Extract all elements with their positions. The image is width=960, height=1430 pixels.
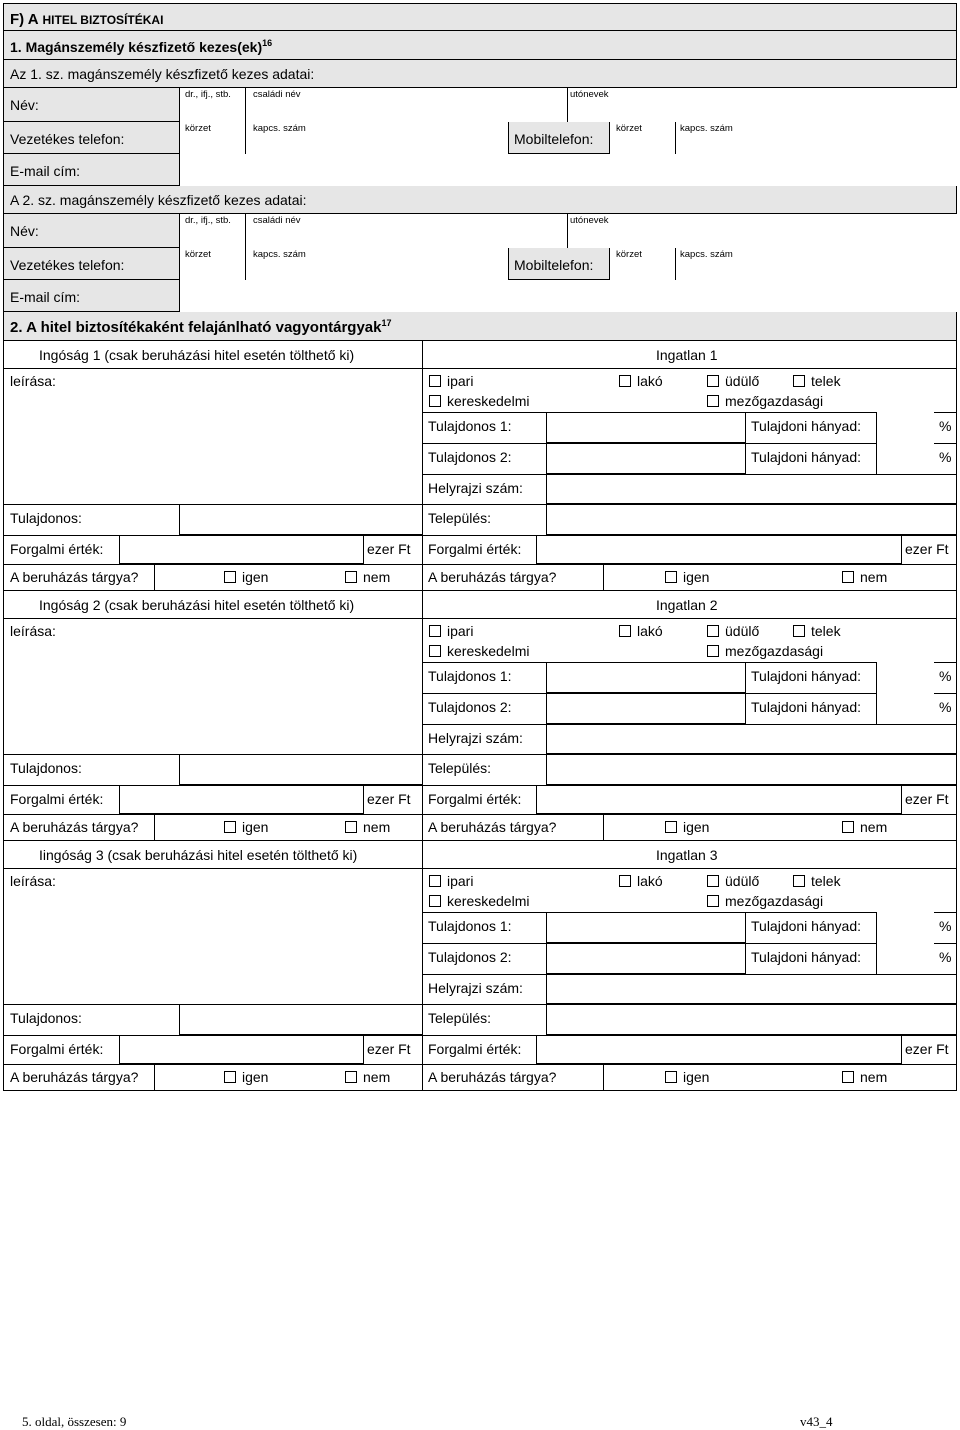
email-field[interactable] bbox=[179, 280, 957, 312]
invest-no-option[interactable]: nem bbox=[345, 1069, 390, 1085]
checkbox[interactable] bbox=[619, 375, 631, 387]
industrial-option[interactable]: ipari bbox=[429, 373, 473, 389]
footnote-16: 16 bbox=[262, 38, 273, 48]
person-2-email-row bbox=[3, 280, 957, 312]
owner-2-field[interactable] bbox=[546, 943, 746, 974]
hint-number: kapcs. szám bbox=[253, 249, 306, 260]
hint-area-code: körzet bbox=[185, 249, 211, 260]
hint-area-code-mobile: körzet bbox=[616, 123, 642, 134]
checkbox[interactable] bbox=[224, 1071, 236, 1083]
settlement-label: Település: bbox=[428, 1010, 492, 1026]
invest-no-option[interactable]: nem bbox=[345, 569, 390, 585]
description-label: leírása: bbox=[10, 623, 56, 639]
residential-option[interactable]: lakó bbox=[619, 873, 663, 889]
checkbox[interactable] bbox=[429, 625, 441, 637]
share-2-label: Tulajdoni hányad: bbox=[751, 449, 862, 465]
section-f-header bbox=[3, 3, 957, 31]
settlement-field[interactable] bbox=[546, 754, 956, 785]
page-number: 5. oldal, összesen: 9 bbox=[22, 1414, 127, 1429]
plot-option[interactable]: telek bbox=[793, 623, 841, 639]
subsection-2-header bbox=[3, 312, 957, 341]
mobile-field[interactable] bbox=[609, 248, 957, 280]
parcel-number-field[interactable] bbox=[546, 724, 956, 754]
holiday-option[interactable]: üdülő bbox=[707, 373, 759, 389]
plot-option[interactable]: telek bbox=[793, 873, 841, 889]
share-1-field[interactable] bbox=[876, 662, 934, 693]
checkbox[interactable] bbox=[707, 625, 719, 637]
subsection-2-title: 2. A hitel biztosítékaként felajánlható vagyontárgyak bbox=[10, 319, 382, 336]
asset-block-3 bbox=[3, 841, 957, 1091]
unit-label-property: ezer Ft bbox=[905, 1041, 949, 1057]
email-field[interactable] bbox=[179, 154, 957, 186]
hint-given-names: utónevek bbox=[570, 89, 609, 100]
share-1-label: Tulajdoni hányad: bbox=[751, 668, 862, 684]
asset-block-2 bbox=[3, 591, 957, 841]
invest-yes-option[interactable]: igen bbox=[224, 569, 268, 585]
owner-field[interactable] bbox=[179, 754, 422, 785]
owner-2-field[interactable] bbox=[546, 443, 746, 474]
hint-number-mobile: kapcs. szám bbox=[680, 249, 733, 260]
mobile-label: Mobiltelefon: bbox=[514, 257, 594, 273]
market-value-field[interactable] bbox=[119, 535, 364, 564]
percent-sign: % bbox=[939, 418, 952, 434]
agricultural-option[interactable]: mezőgazdasági bbox=[707, 893, 823, 909]
unit-label: ezer Ft bbox=[367, 791, 411, 807]
market-value-label: Forgalmi érték: bbox=[10, 541, 104, 557]
investment-question-property: A beruházás tárgya? bbox=[428, 819, 557, 835]
checkbox[interactable] bbox=[429, 645, 441, 657]
checkbox[interactable] bbox=[665, 1071, 677, 1083]
share-1-field[interactable] bbox=[876, 912, 934, 943]
investment-question: A beruházás tárgya? bbox=[10, 819, 139, 835]
checkbox[interactable] bbox=[842, 821, 854, 833]
person-1-heading-row bbox=[3, 60, 957, 88]
checkbox[interactable] bbox=[429, 395, 441, 407]
subsection-1-header bbox=[3, 31, 957, 60]
agricultural-option[interactable]: mezőgazdasági bbox=[707, 643, 823, 659]
checkbox[interactable] bbox=[707, 875, 719, 887]
percent-sign: % bbox=[939, 699, 952, 715]
email-label: E-mail cím: bbox=[10, 289, 80, 305]
person-1-heading: Az 1. sz. magánszemély készfizető kezes adatai: bbox=[10, 66, 315, 82]
parcel-number-label: Helyrajzi szám: bbox=[428, 980, 523, 996]
movable-title: Iingóság 3 (csak beruházási hitel esetén tölthető ki) bbox=[39, 847, 358, 863]
email-label: E-mail cím: bbox=[10, 163, 80, 179]
parcel-number-label: Helyrajzi szám: bbox=[428, 730, 523, 746]
form-page bbox=[3, 3, 957, 1091]
owner-1-field[interactable] bbox=[546, 662, 746, 693]
checkbox[interactable] bbox=[842, 1071, 854, 1083]
owner-1-field[interactable] bbox=[546, 412, 746, 443]
checkbox[interactable] bbox=[345, 1071, 357, 1083]
hint-area-code: körzet bbox=[185, 123, 211, 134]
owner-1-field[interactable] bbox=[546, 912, 746, 943]
market-value-label-property: Forgalmi érték: bbox=[428, 791, 522, 807]
industrial-option[interactable]: ipari bbox=[429, 623, 473, 639]
industrial-option[interactable]: ipari bbox=[429, 873, 473, 889]
unit-label: ezer Ft bbox=[367, 541, 411, 557]
checkbox[interactable] bbox=[665, 821, 677, 833]
hint-area-code-mobile: körzet bbox=[616, 249, 642, 260]
share-2-label: Tulajdoni hányad: bbox=[751, 699, 862, 715]
checkbox[interactable] bbox=[707, 375, 719, 387]
market-value-field[interactable] bbox=[119, 1035, 364, 1064]
percent-sign: % bbox=[939, 918, 952, 934]
share-2-label: Tulajdoni hányad: bbox=[751, 949, 862, 965]
checkbox[interactable] bbox=[793, 375, 805, 387]
movable-title: Ingóság 2 (csak beruházási hitel esetén tölthető ki) bbox=[39, 597, 355, 613]
version: v43_4 bbox=[800, 1414, 833, 1429]
section-f-subtitle: HITEL BIZTOSÍTÉKAI bbox=[42, 13, 164, 27]
invest-yes-property-option[interactable]: igen bbox=[665, 819, 709, 835]
owner-2-label: Tulajdonos 2: bbox=[428, 699, 512, 715]
person-2-name-row bbox=[3, 214, 957, 248]
checkbox[interactable] bbox=[793, 875, 805, 887]
owner-1-label: Tulajdonos 1: bbox=[428, 918, 512, 934]
name-label: Név: bbox=[10, 97, 39, 113]
share-2-field[interactable] bbox=[876, 443, 934, 474]
plot-option[interactable]: telek bbox=[793, 373, 841, 389]
parcel-number-field[interactable] bbox=[546, 974, 956, 1004]
invest-no-property-option[interactable]: nem bbox=[842, 569, 887, 585]
owner-2-label: Tulajdonos 2: bbox=[428, 449, 512, 465]
holiday-option[interactable]: üdülő bbox=[707, 873, 759, 889]
commercial-option[interactable]: kereskedelmi bbox=[429, 393, 529, 409]
movable-title: Ingóság 1 (csak beruházási hitel esetén tölthető ki) bbox=[39, 347, 355, 363]
owner-label: Tulajdonos: bbox=[10, 510, 82, 526]
parcel-number-field[interactable] bbox=[546, 474, 956, 504]
description-label: leírása: bbox=[10, 373, 56, 389]
investment-question-property: A beruházás tárgya? bbox=[428, 569, 557, 585]
share-1-label: Tulajdoni hányad: bbox=[751, 918, 862, 934]
phone-label: Vezetékes telefon: bbox=[10, 257, 125, 273]
parcel-number-label: Helyrajzi szám: bbox=[428, 480, 523, 496]
footnote-17: 17 bbox=[381, 318, 392, 328]
phone-field[interactable] bbox=[179, 122, 509, 154]
market-value-label-property: Forgalmi érték: bbox=[428, 541, 522, 557]
mobile-field[interactable] bbox=[609, 122, 957, 154]
share-2-field[interactable] bbox=[876, 693, 934, 724]
owner-1-label: Tulajdonos 1: bbox=[428, 418, 512, 434]
hint-family-name: családi név bbox=[253, 89, 301, 100]
holiday-option[interactable]: üdülő bbox=[707, 623, 759, 639]
share-1-field[interactable] bbox=[876, 412, 934, 443]
person-2-heading-row bbox=[3, 186, 957, 214]
invest-no-property-option[interactable]: nem bbox=[842, 819, 887, 835]
hint-title: dr., ifj., stb. bbox=[185, 215, 231, 226]
checkbox[interactable] bbox=[619, 625, 631, 637]
asset-block-1 bbox=[3, 341, 957, 591]
agricultural-option[interactable]: mezőgazdasági bbox=[707, 393, 823, 409]
checkbox[interactable] bbox=[707, 395, 719, 407]
property-title: Ingatlan 1 bbox=[656, 347, 718, 363]
settlement-label: Település: bbox=[428, 510, 492, 526]
person-1-name-row bbox=[3, 88, 957, 122]
hint-given-names: utónevek bbox=[570, 215, 609, 226]
invest-no-property-option[interactable]: nem bbox=[842, 1069, 887, 1085]
owner-2-label: Tulajdonos 2: bbox=[428, 949, 512, 965]
percent-sign: % bbox=[939, 668, 952, 684]
share-1-label: Tulajdoni hányad: bbox=[751, 418, 862, 434]
percent-sign: % bbox=[939, 449, 952, 465]
checkbox[interactable] bbox=[707, 645, 719, 657]
settlement-field[interactable] bbox=[546, 504, 956, 535]
description-label: leírása: bbox=[10, 873, 56, 889]
owner-label: Tulajdonos: bbox=[10, 1010, 82, 1026]
mobile-label: Mobiltelefon: bbox=[514, 131, 594, 147]
investment-question: A beruházás tárgya? bbox=[10, 1069, 139, 1085]
invest-yes-property-option[interactable]: igen bbox=[665, 569, 709, 585]
invest-no-option[interactable]: nem bbox=[345, 819, 390, 835]
hint-number: kapcs. szám bbox=[253, 123, 306, 134]
checkbox[interactable] bbox=[345, 571, 357, 583]
share-2-field[interactable] bbox=[876, 943, 934, 974]
phone-label: Vezetékes telefon: bbox=[10, 131, 125, 147]
checkbox[interactable] bbox=[429, 895, 441, 907]
investment-question: A beruházás tárgya? bbox=[10, 569, 139, 585]
market-value-field-property[interactable] bbox=[536, 785, 902, 814]
owner-2-field[interactable] bbox=[546, 693, 746, 724]
checkbox[interactable] bbox=[429, 875, 441, 887]
unit-label-property: ezer Ft bbox=[905, 541, 949, 557]
name-label: Név: bbox=[10, 223, 39, 239]
phone-field[interactable] bbox=[179, 248, 509, 280]
person-2-heading: A 2. sz. magánszemély készfizető kezes adatai: bbox=[10, 192, 307, 208]
checkbox[interactable] bbox=[793, 625, 805, 637]
person-1-email-row bbox=[3, 154, 957, 186]
checkbox[interactable] bbox=[224, 571, 236, 583]
hint-family-name: családi név bbox=[253, 215, 301, 226]
market-value-label: Forgalmi érték: bbox=[10, 1041, 104, 1057]
owner-label: Tulajdonos: bbox=[10, 760, 82, 776]
settlement-field[interactable] bbox=[546, 1004, 956, 1035]
checkbox[interactable] bbox=[345, 821, 357, 833]
invest-yes-property-option[interactable]: igen bbox=[665, 1069, 709, 1085]
settlement-label: Település: bbox=[428, 760, 492, 776]
person-1-phone-row bbox=[3, 122, 957, 154]
checkbox[interactable] bbox=[842, 571, 854, 583]
checkbox[interactable] bbox=[429, 375, 441, 387]
commercial-option[interactable]: kereskedelmi bbox=[429, 893, 529, 909]
residential-option[interactable]: lakó bbox=[619, 623, 663, 639]
investment-question-property: A beruházás tárgya? bbox=[428, 1069, 557, 1085]
market-value-label: Forgalmi érték: bbox=[10, 791, 104, 807]
subsection-1-title: 1. Magánszemély készfizető kezes(ek) bbox=[10, 39, 263, 55]
market-value-field-property[interactable] bbox=[536, 535, 902, 564]
residential-option[interactable]: lakó bbox=[619, 373, 663, 389]
owner-field[interactable] bbox=[179, 504, 422, 535]
checkbox[interactable] bbox=[665, 571, 677, 583]
section-f-title: F) A bbox=[10, 11, 39, 28]
market-value-label-property: Forgalmi érték: bbox=[428, 1041, 522, 1057]
market-value-field[interactable] bbox=[119, 785, 364, 814]
hint-title: dr., ifj., stb. bbox=[185, 89, 231, 100]
invest-yes-option[interactable]: igen bbox=[224, 819, 268, 835]
person-2-phone-row bbox=[3, 248, 957, 280]
unit-label-property: ezer Ft bbox=[905, 791, 949, 807]
commercial-option[interactable]: kereskedelmi bbox=[429, 643, 529, 659]
owner-1-label: Tulajdonos 1: bbox=[428, 668, 512, 684]
percent-sign: % bbox=[939, 949, 952, 965]
market-value-field-property[interactable] bbox=[536, 1035, 902, 1064]
hint-number-mobile: kapcs. szám bbox=[680, 123, 733, 134]
checkbox[interactable] bbox=[707, 895, 719, 907]
checkbox[interactable] bbox=[619, 875, 631, 887]
property-title: Ingatlan 2 bbox=[656, 597, 718, 613]
owner-field[interactable] bbox=[179, 1004, 422, 1035]
invest-yes-option[interactable]: igen bbox=[224, 1069, 268, 1085]
property-title: Ingatlan 3 bbox=[656, 847, 718, 863]
checkbox[interactable] bbox=[224, 821, 236, 833]
unit-label: ezer Ft bbox=[367, 1041, 411, 1057]
